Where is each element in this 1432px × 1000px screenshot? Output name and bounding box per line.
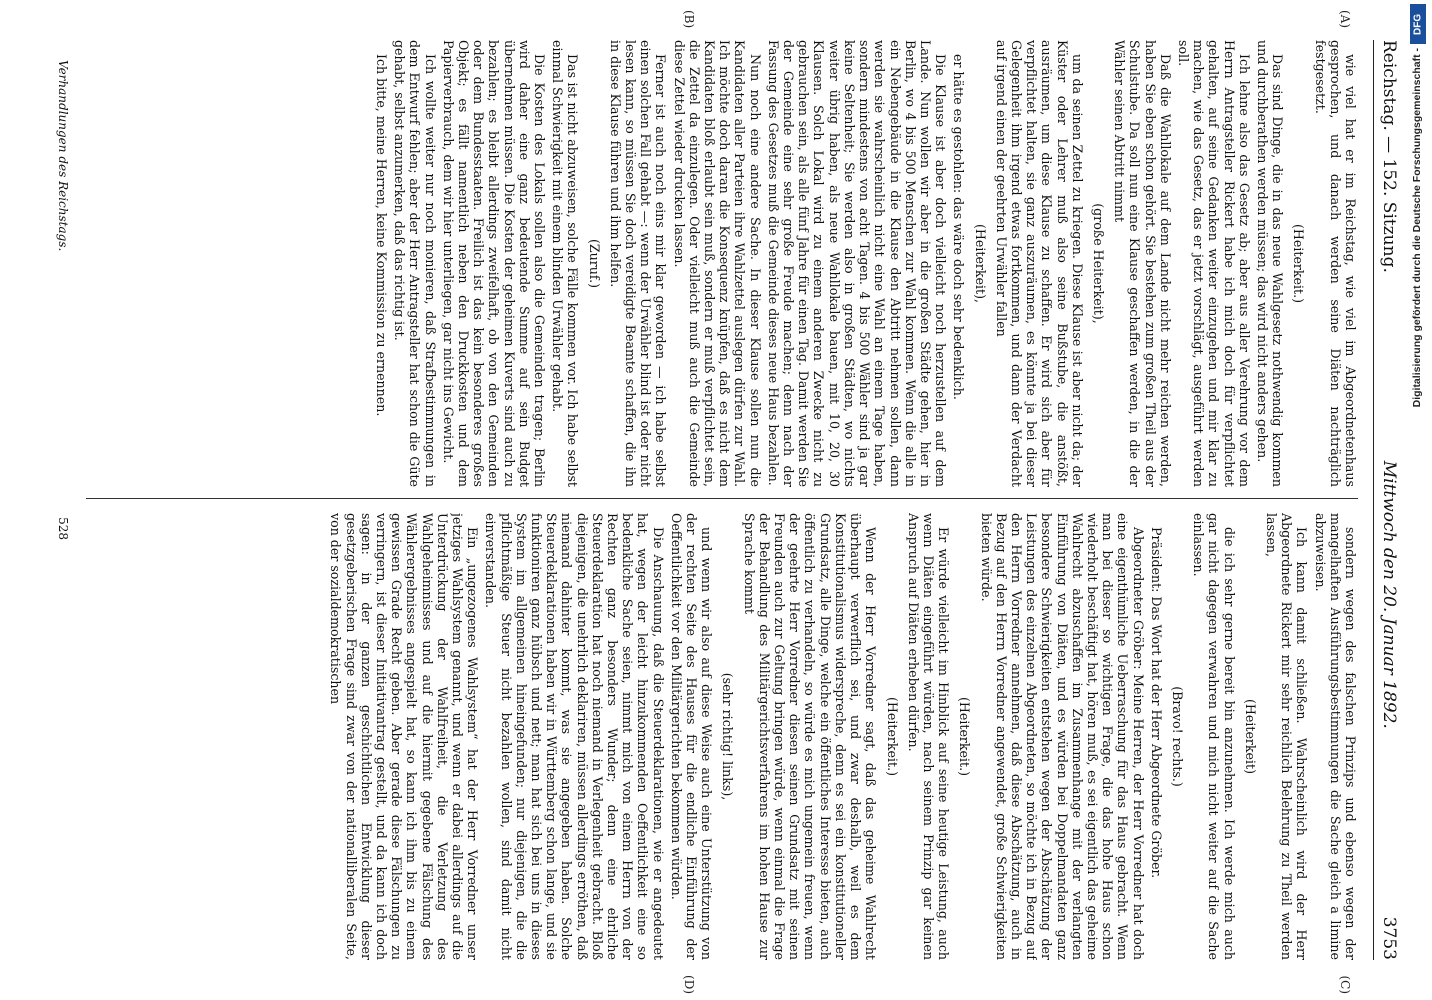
paragraph: wie viel hat er im Reichstag, wie viel im Abgeordnetenhaus gesprochen, und danach werden seine Diäten nachträglich festgesetzt. [1312,40,1358,487]
paragraph: Ich lehne also das Gesetz ab; aber aus aller Verehrung vor dem Herrn Antragsteller Rickert habe ich mich doch für verpflichtet gehalten, auf seine Gedanken weiter einzugehen und mir klar zu machen, wie das Gesetz, das er jetzt vorschlägt, ausgeführt werden soll. [1175,40,1252,487]
interjection: (Heiterkeit.) [957,697,973,776]
paragraph: Nun noch eine andere Sache. In dieser Klause sollen nun die Kandidaten aller Parteien ihre Wahlzettel auslegen dürfen zur Wahl. Ich möchte doch daran die Konsequenz knüpfen, daß es nicht dem Kandidaten bloß erlaubt sein muß, sondern er muß verpflichtet sein, die Zettel da einzulegen. Oder vielleicht muß auch die Gemeinde diese Zettel wieder drucken lassen. [671,40,763,487]
column-divider [86,498,1358,499]
paragraph: Die Kosten des Lokals sollen also die Gemeinden tragen; Berlin wird daher eine ganz bedeutende Summe auf sein Budget übernehmen müssen. Die Kosten der geheimen Kuverts sind auch zu bezahlen; es bleibt allerdings zweifelhaft, ob von den Gemeinden oder dem Bundesstaaten. Freilich ist das kein besonderes großes Objekt; es fällt namentlich neben den Druckkosten und dem Papierverbrauch, dem wir hier unterliegen, gar nicht ins Gewicht. [440,40,548,487]
paragraph: Die Klause ist aber doch vielleicht noch herzustellen auf dem Lande. Nun wollen wir aber in die großen Städte gehen, hier in Berlin, wo 4 bis 500 Menschen zur Wahl kommen. Wenn die alle in ein Nebengebäude in die Klause den Abtritt nehmen sollen, dann werden sie wahrscheinlich nicht eine Wahl an einem Tage haben, sondern mindestens von acht Tagen. 4 bis 500 Wähler sind ja gar keine Seltenheit; Sie werden also in großen Städten, wo nichts weiter übrig haben, als neue Wahllokale bauen, mit 10, 20, 30 Klausen. Solch Lokal wird zu einem anderen Zwecke nicht zu gebrauchen sein, als alle fünf Jahre für einen Tag. Damit werden Sie der Gemeinde eine sehr große Freude machen; denn nach der Fassung des Gesetzes muß die Gemeinde dieses neue Haus bezahlen. [765,40,949,487]
paragraph: Die Anschauung, daß die Steuerdeklarationen, wie er angedeutet hat, wegen der leicht hinzukommenden Oeffentlichkeit eine so bedenkliche Sache seien, nimmt mich von einem Herrn von der Rechten ganz besonders Wunder; denn eine ehrliche Steuerdeklaration hat noch niemand in Verlegenheit gebracht. Bloß diejenigen, die unehrlich deklariren, müssen allerdings erröthen, daß niemand dahinter kommt, was sie angegeben haben. Solche Steuerdeklarationen haben wir in Württemberg schon lange, und sie funktioniren ganz hübsch und nett; man hat sich bei uns in dieses System im allgemeinen hineingefunden; nur diejenigen, die die pflichtmäßige Steuer nicht bezahlen wollen, sind damit nicht einverstanden. [483,513,666,960]
interjection: (sehr richtig! links), [720,672,736,801]
interjection: (Heiterkeit.) [884,697,900,776]
paragraph: Er würde vielleicht im Hinblick auf seine heutige Leistung, auch wenn Diäten eingeführt würden, nach seinem Prinzip gar keinen Anspruch auf Diäten erheben dürfen. [905,513,952,960]
paragraph: er hätte es gestohlen: das wäre doch sehr bedenklich. [951,54,967,400]
paragraph: und wenn wir also auf diese Weise auch eine Unterstützung von der rechten Seite des Hauses für die endliche Einführung der Oeffentlichkeit vor den Militärgerichten bekommen würden. [668,513,715,960]
paragraph: Ich kann damit schließen. Wahrscheinlich wird der Herr Abgeordnete Rickert mir sehr reichlich Belehrung zu Theil werden lassen, [1263,513,1310,960]
dfg-logo: DFG [1410,4,1426,44]
paragraph: Ferner ist auch noch eins mir klar geworden — ich habe selbst einen solchen Fall gehabt —: wenn der Urwähler blind ist oder nicht lesen kann, so müssen Sie doch vereidigte Beamte schaffen, die ihn in diese Klause führen und ihm helfen. [607,40,669,487]
header-left: Reichstag. — 152. Sitzung. [1379,40,1399,273]
paragraph: Abgeordneter Gröber: Meine Herren, der Herr Vorredner hat doch eine eigenthümliche Ueberraschung für das Haus gebracht. Wenn man bei dieser so wichtigen Frage, die das hohe Haus schon wiederholt beschäftigt hat, hören muß, es sei eigentlich das geheime Wahlrecht abzuschaffen im Zusammenhange mit der verlangten Einführung von Diäten, und es würden bei Doppelmandaten ganz besondere Schwierigkeiten entstehen wegen der Abschätzung der Leistungen des einzelnen Abgeordneten, so möchte ich in Bezug auf den Herrn Vorredner annehmen, daß diese Abschätzung, auch in Bezug auf den Herrn Vorredner angewendet, große Schwierigkeiten bieten würde. [978,513,1146,960]
interjection: (große Heiterkeit), [1090,203,1106,324]
interjection: (Heiterkeit), [972,224,988,303]
paragraph: Ich bitte, meine Herren, keine Kommission zu ernennen. [374,54,390,417]
interjection: (Bravo! rechts.) [1169,686,1185,787]
paragraph: um da seinen Zettel zu kriegen. Diese Klause ist aber nicht da; der Küster oder Lehrer muß also seine Bußstube, die anstößt, ausräumen, um diese Klause zu schaffen. Er wird sich aber für verpflichtet halten, sie ganz auszuräumen, es könnte ja bei dieser Gelegenheit ihm irgend etwas fortkommen, und dann der Verdacht auf irgend einen der geehrten Urwähler fallen [993,40,1085,487]
marker-c: (C) [1338,975,1352,994]
rotated-page [16,0,1416,1000]
side-credit [1408,0,1428,1000]
paragraph: Wenn der Herr Vorredner sagt, daß das geheime Wahlrecht überhaupt verwerflich sei, und zwar deshalb, weil es dem Konstitutionalismus widerspreche, denn es sei ein konstitutioneller Grundsatz, alle Dinge, welche ein öffentliches Interesse bieten, auch öffentlich zu verhandeln, so würde es mich ungemein freuen, wenn der geehrte Herr Vorredner diesen seinen Grundsatz mit seinen Freunden auch zur Geltung bringen würde, wenn einmal die Frage der Behandlung des Militärgerichtsverfahrens im hohen Hause zur Sprache kommt [741,513,879,960]
dfg-credit-text: Digitalisierung gefördert durch die Deutsche Forschungsgemeinschaft - [1411,48,1423,408]
page-header [1373,40,1404,960]
paragraph: Ich wollte weiter nur noch monieren, daß Strafbestimmungen in dem Entwurf fehlen; aber der Herr Antragsteller hat schon die Güte gehabt, selbst anzumerken, daß das richtig ist. [392,40,438,487]
header-date: Mittwoch den 20. Januar 1892. [1379,460,1399,729]
paragraph: sondern wegen des falschen Prinzips und ebenso wegen der mangelhaften Ausführungsbestimmungen die Sache gleich a limine abzuweisen. [1312,513,1358,960]
marker-a: (A) [1338,10,1352,29]
paragraph: Daß die Wahllokale auf dem Lande nicht mehr reichen werden, haben Sie eben schon gehört. Sie bestehen zum großen Theil aus der Schulstube. Da soll nun eine Klause geschaffen werden, in die der Wähler seinen Abtritt nimmt [1112,40,1173,487]
footer-title: Verhandlungen des Reichstags. [56,60,70,252]
right-column [86,513,1358,960]
paragraph: Präsident: Das Wort hat der Herr Abgeordnete Gröber. [1148,527,1164,879]
footer-page-number: 528 [56,517,70,540]
interjection: (Heiterkeit.) [1291,224,1307,303]
marker-b: (B) [682,10,696,29]
interjection: (Heiterkeit) [1242,699,1258,774]
interjection: (Zuruf.) [586,238,602,289]
paragraph: Das ist nicht abzuweisen, solche Fälle kommen vor. Ich habe selbst einmal Schwierigkeit mit einem blinden Urwähler gehabt. [550,40,581,487]
paragraph: Ein „ungezogenes Wahlsystem“ hat der Herr Vorredner unser jetziges Wahlsystem genannt, und wenn er dabei allerdings auf die Unterdrückung der Wahlfreiheit, die Verletzung des Wahlgeheimnisses und auf die hiermit gegebene Fälschung des Wählerergebnisses angespielt hat, so kann ich ihm bis zu einem gewissen Grade Recht geben. Aber gerade diese Fälschungen zu verringern, ist dieser Initiativantrag gestellt, und da kann ich doch sagen: in der ganzen geschichtlichen Entwicklung dieser gesetzgeberischen Frage sind zwar von der nationalliberalen Seite, von der sozialdemokratischen [328,513,481,960]
marker-d: (D) [682,975,696,994]
page-number-top: 3753 [1379,916,1399,960]
paragraph: Das sind Dinge, die in das neue Wahlgesetz nothwendig kommen und durchberathen werden müssen; das wird nicht anders gehen. [1254,40,1286,487]
paragraph: die ich sehr gerne bereit bin anzunehmen. Ich werde mich auch gar nicht dagegen verwahren und mich nicht weiter auf die Sache einlassen. [1191,513,1237,960]
text-columns [86,40,1358,960]
left-column [86,40,1358,487]
